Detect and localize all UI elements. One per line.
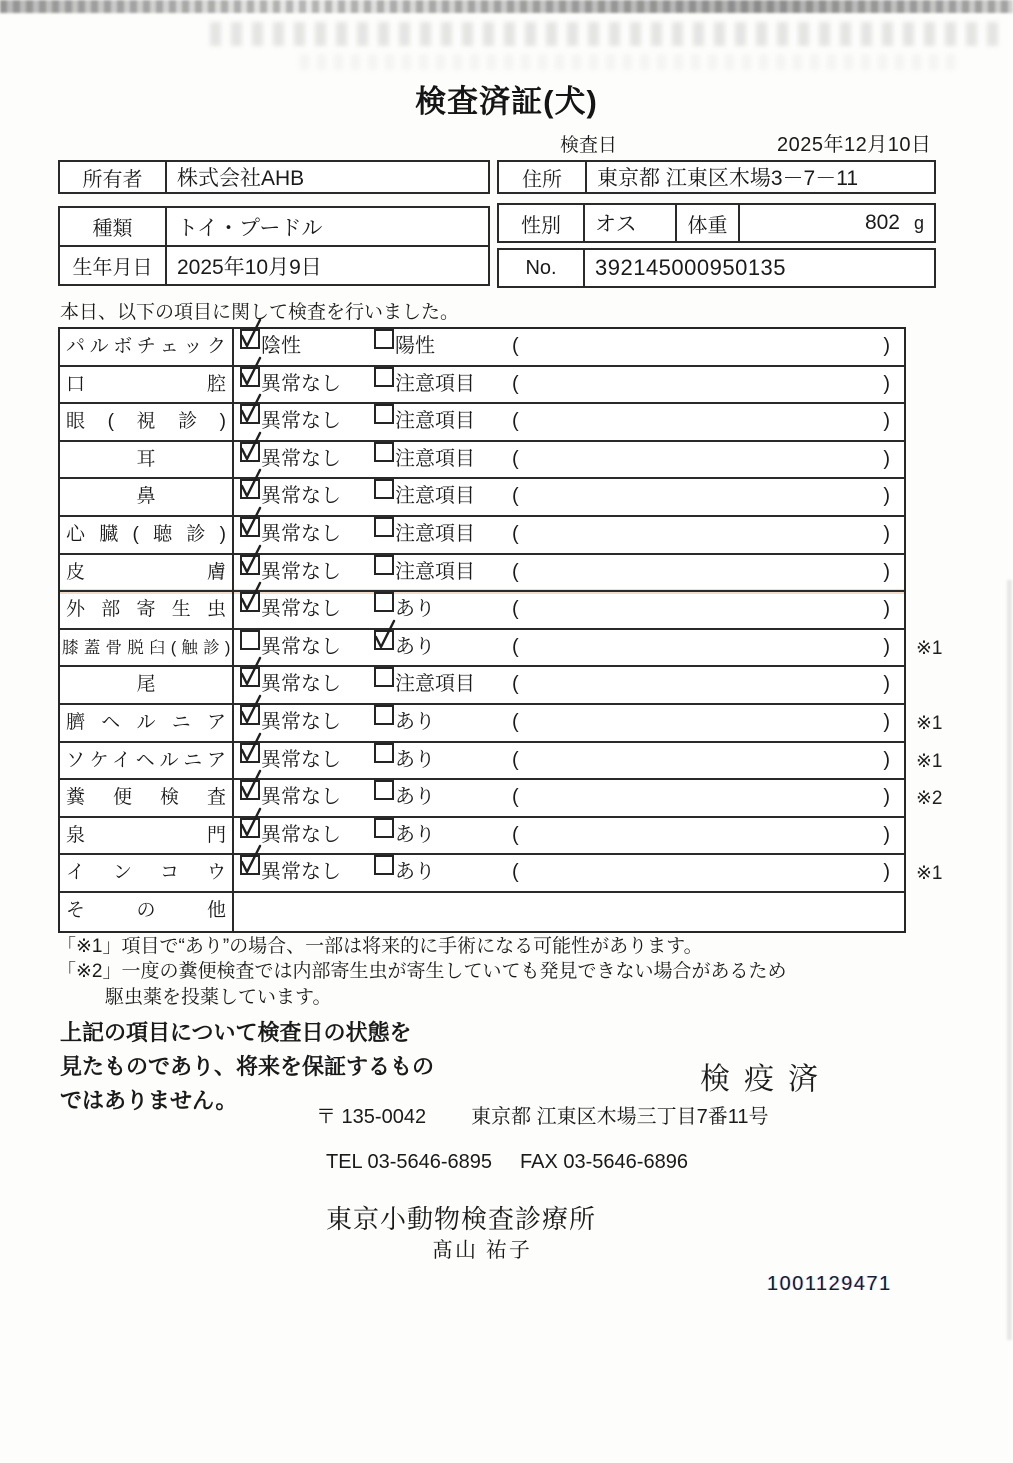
checkbox-checked: [240, 442, 260, 462]
clinic-address: 東京都 江東区木場三丁目7番11号: [471, 1106, 769, 1128]
checkbox-checked: [240, 818, 260, 838]
exam-row: [60, 667, 904, 705]
remarks-paren-close: ): [883, 447, 890, 470]
remarks-paren-open: (: [512, 748, 519, 771]
option-2-label: あり: [395, 598, 435, 621]
weight-value: [740, 205, 934, 241]
remarks-paren-open: (: [512, 447, 519, 470]
exam-item-label: 鼻: [60, 479, 234, 515]
remarks-paren-open: (: [512, 710, 519, 733]
birthdate-value: 2025年10月9日: [177, 255, 322, 279]
option-1-label: 異常なし: [261, 447, 341, 470]
checkbox-unchecked: [374, 404, 394, 424]
option-2-label: 注意項目: [395, 372, 475, 395]
number-box: [497, 248, 936, 288]
exam-row: [60, 592, 904, 630]
exam-item-label: 膝蓋骨脱臼(触診): [60, 630, 234, 666]
exam-row-content: [234, 517, 904, 553]
remarks-paren-close: ): [883, 335, 890, 357]
weight-label: 体重: [677, 205, 740, 241]
exam-row-content: [234, 442, 904, 478]
reference-mark: ※1: [916, 712, 943, 734]
breed-birth-table: [58, 206, 490, 286]
remarks-paren-open: (: [512, 335, 519, 357]
exam-row-content: [234, 592, 904, 628]
breed-label: 種類: [60, 208, 167, 245]
checkbox-unchecked: [374, 555, 394, 575]
option-2-label: 注意項目: [395, 560, 475, 583]
checkbox-unchecked: [374, 592, 394, 612]
exam-row: [60, 630, 943, 668]
scan-ghost-text: [210, 22, 1000, 46]
checkbox-unchecked: [374, 667, 394, 687]
postal-code: 〒 135-0042: [316, 1106, 427, 1128]
exam-row: [60, 517, 904, 555]
address-value: 東京都 江東区木場3－7－11: [597, 167, 858, 190]
exam-row-content: [234, 855, 904, 891]
checkbox-unchecked: [374, 329, 394, 349]
exam-item-label: 泉門: [60, 818, 234, 854]
exam-item-label: 耳: [60, 442, 234, 478]
option-1-label: 異常なし: [261, 823, 341, 846]
exam-row-content: [234, 329, 904, 365]
option-1-label: 異常なし: [261, 673, 341, 696]
option-1-label: 異常なし: [261, 372, 341, 395]
scan-edge-streak: [1007, 580, 1012, 1340]
serial-number: 1001129471: [767, 1273, 892, 1295]
footnote-2-continued: 駆虫薬を投薬しています。: [105, 986, 332, 1008]
address-label: 住所: [499, 162, 587, 192]
option-1-label: 異常なし: [261, 861, 341, 884]
remarks-paren-close: ): [883, 786, 890, 809]
remarks-paren-close: ): [883, 522, 890, 545]
remarks-paren-close: ): [883, 861, 890, 884]
remarks-paren-close: ): [883, 372, 890, 395]
clinic-name: 東京小動物検査診療所: [326, 1204, 597, 1234]
exam-item-label: 皮膚: [60, 555, 234, 591]
option-1-label: 異常なし: [261, 786, 341, 809]
remarks-paren-close: ): [883, 410, 890, 433]
disclaimer-line-1: 上記の項目について検査日の状態を: [60, 1020, 412, 1045]
remarks-paren-close: ): [883, 748, 890, 771]
option-1-label: 異常なし: [261, 410, 341, 433]
option-2-label: 注意項目: [395, 522, 475, 545]
breed-value: トイ・プードル: [177, 216, 323, 240]
checkbox-checked: [374, 630, 394, 650]
exam-row: [60, 743, 943, 781]
footnote-1: 「※1」項目で“あり”の場合、一部は将来的に手術になる可能性があります。: [57, 936, 703, 957]
intro-text: 本日、以下の項目に関して検査を行いました。: [60, 302, 460, 323]
option-2-label: あり: [395, 786, 435, 809]
number-value: 392145000950135: [595, 255, 787, 280]
exam-row: [60, 780, 943, 818]
exam-row: [60, 893, 904, 931]
checkbox-checked: [240, 404, 260, 424]
option-2-label: あり: [395, 823, 435, 846]
remarks-paren-open: (: [512, 560, 519, 583]
exam-row-content: [234, 555, 904, 591]
checkbox-checked: [240, 592, 260, 612]
option-1-label: 異常なし: [261, 485, 341, 508]
remarks-paren-close: ): [883, 673, 890, 696]
checkbox-unchecked: [374, 705, 394, 725]
remarks-paren-close: ): [883, 485, 890, 508]
weight-unit: g: [913, 212, 924, 233]
option-2-label: 注意項目: [395, 410, 475, 433]
exam-row-content: [234, 667, 904, 703]
address-box: [497, 160, 936, 194]
exam-row-content: [234, 743, 904, 779]
exam-row-content: [234, 479, 904, 515]
option-2-label: あり: [395, 635, 435, 658]
remarks-paren-open: (: [512, 823, 519, 846]
remarks-paren-close: ): [883, 823, 890, 846]
checkbox-unchecked: [374, 479, 394, 499]
reference-mark: ※1: [916, 637, 943, 659]
footnote-2: 「※2」一度の糞便検査では内部寄生虫が寄生していても発見できない場合があるため: [57, 961, 787, 983]
owner-label: 所有者: [60, 162, 167, 192]
remarks-paren-close: ): [883, 635, 890, 658]
option-1-label: 異常なし: [261, 748, 341, 771]
remarks-paren-open: (: [512, 598, 519, 621]
clinic-tel: TEL 03-5646-6895: [326, 1151, 493, 1173]
exam-row-content: [234, 893, 904, 931]
inspection-date-label: 検査日: [560, 135, 618, 156]
remarks-paren-open: (: [512, 635, 519, 658]
exam-row: [60, 329, 904, 367]
option-2-label: 陽性: [395, 335, 435, 357]
remarks-paren-close: ): [883, 598, 890, 621]
checkbox-checked: [240, 743, 260, 763]
remarks-paren-open: (: [512, 485, 519, 508]
remarks-paren-open: (: [512, 673, 519, 696]
checkbox-checked: [240, 479, 260, 499]
checkbox-checked: [240, 517, 260, 537]
checkbox-checked: [240, 705, 260, 725]
weight-number: 802: [864, 211, 900, 234]
exam-row-content: [234, 705, 904, 741]
exam-row: [60, 855, 943, 893]
option-2-label: 注意項目: [395, 673, 475, 696]
number-label: No.: [499, 250, 585, 286]
exam-item-label: 糞便検査: [60, 780, 234, 816]
remarks-paren-open: (: [512, 786, 519, 809]
checkbox-unchecked: [374, 367, 394, 387]
checkbox-unchecked: [374, 442, 394, 462]
exam-row-content: [234, 818, 904, 854]
exam-row: [60, 442, 904, 480]
remarks-paren-open: (: [512, 372, 519, 395]
checkbox-unchecked: [374, 743, 394, 763]
option-1-label: 陰性: [261, 335, 301, 357]
exam-item-label: その他: [60, 893, 234, 931]
remarks-paren-open: (: [512, 522, 519, 545]
option-1-label: 異常なし: [261, 560, 341, 583]
scan-noise-band: [0, 0, 1013, 13]
exam-row: [60, 555, 904, 593]
exam-item-label: 眼(視診): [60, 404, 234, 440]
exam-item-label: 心臓(聴診): [60, 517, 234, 553]
reference-mark: ※1: [916, 750, 943, 772]
disclaimer-line-3: ではありません。: [60, 1088, 238, 1113]
exam-table: [58, 327, 943, 933]
remarks-paren-open: (: [512, 861, 519, 884]
checkbox-unchecked: [374, 855, 394, 875]
exam-item-label: パルボチェック: [60, 329, 234, 365]
reference-mark: ※1: [916, 863, 943, 885]
reference-mark: ※2: [916, 788, 943, 810]
checkbox-checked: [240, 667, 260, 687]
option-2-label: 注意項目: [395, 485, 475, 508]
option-1-label: 異常なし: [261, 598, 341, 621]
exam-item-label: ソケイヘルニア: [60, 743, 234, 779]
disclaimer-line-2: 見たものであり、将来を保証するもの: [60, 1054, 435, 1079]
birthdate-label: 生年月日: [60, 247, 167, 284]
sex-value: オス: [585, 205, 677, 241]
remarks-paren-open: (: [512, 410, 519, 433]
scan-ghost-text: [300, 54, 960, 70]
checkbox-unchecked: [374, 780, 394, 800]
quarantine-passed-stamp: 検疫済: [700, 1063, 832, 1096]
checkbox-unchecked: [374, 818, 394, 838]
exam-item-label: 外部寄生虫: [60, 592, 234, 628]
checkbox-checked: [240, 855, 260, 875]
sex-weight-box: [497, 203, 936, 243]
sex-label: 性別: [499, 205, 585, 241]
exam-row: [60, 479, 904, 517]
owner-value: 株式会社AHB: [177, 167, 305, 190]
checkbox-checked: [240, 329, 260, 349]
exam-row-content: [234, 780, 904, 816]
veterinarian-name: 髙山 祐子: [432, 1239, 532, 1262]
remarks-paren-close: ): [883, 710, 890, 733]
remarks-paren-close: ): [883, 560, 890, 583]
footnotes: [57, 934, 787, 1010]
checkbox-unchecked: [240, 630, 260, 650]
owner-box: [58, 160, 490, 194]
checkbox-checked: [240, 555, 260, 575]
exam-row: [60, 367, 904, 405]
option-1-label: 異常なし: [261, 710, 341, 733]
exam-row: [60, 404, 904, 442]
option-1-label: 異常なし: [261, 522, 341, 545]
clinic-phone-line: [326, 1151, 688, 1174]
exam-row-content: [234, 630, 904, 666]
exam-row: [60, 705, 943, 743]
checkbox-checked: [240, 780, 260, 800]
page-title: 検査済証(犬): [415, 84, 598, 119]
option-2-label: あり: [395, 748, 435, 771]
checkbox-unchecked: [374, 517, 394, 537]
option-2-label: 注意項目: [395, 447, 475, 470]
exam-row: [60, 818, 904, 856]
exam-item-label: 臍ヘルニア: [60, 705, 234, 741]
option-1-label: 異常なし: [261, 635, 341, 658]
checkbox-checked: [240, 367, 260, 387]
exam-row-content: [234, 404, 904, 440]
inspection-date-value: 2025年12月10日: [777, 134, 932, 156]
option-2-label: あり: [395, 861, 435, 884]
exam-item-label: 口腔: [60, 367, 234, 403]
clinic-address-line: [316, 1100, 769, 1129]
exam-item-label: 尾: [60, 667, 234, 703]
exam-row-content: [234, 367, 904, 403]
clinic-fax: FAX 03-5646-6896: [520, 1151, 688, 1173]
exam-item-label: インコウ: [60, 855, 234, 891]
option-2-label: あり: [395, 710, 435, 733]
